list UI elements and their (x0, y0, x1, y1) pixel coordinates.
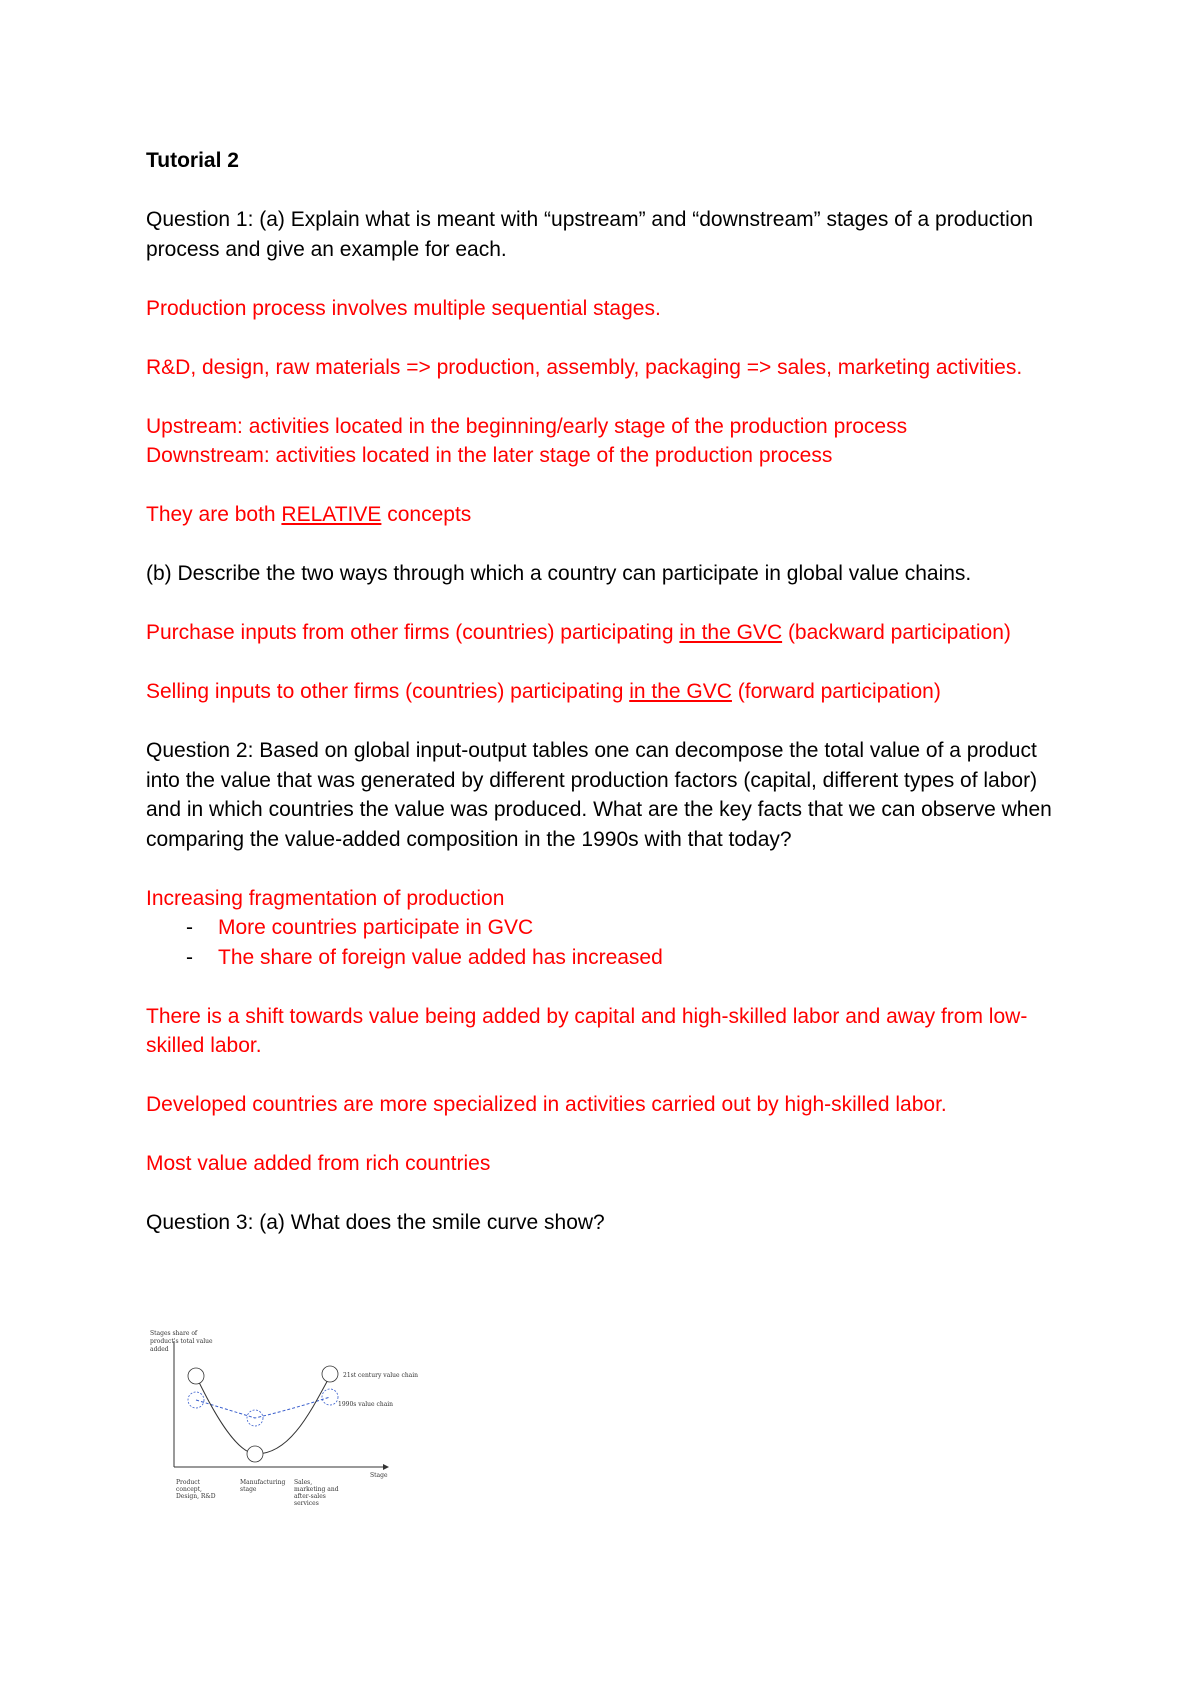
stage-label-sales-1: Sales, (294, 1479, 313, 1486)
list-item-text: More countries participate in GVC (218, 916, 534, 939)
page-title: Tutorial 2 (146, 149, 239, 172)
y-axis-label-line-2: product's total value (150, 1338, 213, 1345)
dash-bullet: - (186, 916, 193, 939)
list-item (146, 913, 1076, 943)
answer-1-definitions (146, 412, 1076, 471)
answer-2-shift: There is a shift towards value being added by capital and high-skilled labor and away from low-skilled labor. (146, 1004, 1028, 1057)
document-body (146, 146, 1076, 1267)
relative-pre: They are both (146, 503, 282, 526)
answer-2-most: Most value added from rich countries (146, 1152, 491, 1175)
question-1a (146, 205, 1076, 264)
answer-1-stages: Production process involves multiple sequential stages. (146, 296, 661, 320)
relative-word: RELATIVE (281, 503, 382, 526)
answer-1b-backward (146, 618, 1076, 648)
downstream-definition: Downstream: activities located in the later stage of the production process (146, 444, 833, 467)
backward-pre: Purchase inputs from other firms (countries) participating (146, 621, 680, 644)
answer-1-relative (146, 500, 1076, 530)
label-1990s: 1990s value chain (338, 1401, 394, 1408)
question-2-label: Question 2: (146, 739, 254, 762)
stage-circle (322, 1389, 338, 1405)
stage-label-sales-3: after-sales (294, 1493, 326, 1500)
backward-post: (backward participation) (782, 621, 1011, 644)
forward-post: (forward participation) (731, 680, 941, 703)
question-1a-text: (a) Explain what is meant with “upstream” and “downstream” stages of a production process and give an example for each. (146, 208, 1034, 261)
question-3-label: Question 3: (146, 1211, 254, 1234)
stage-circle (247, 1446, 263, 1462)
stage-label-design-3: Design, R&D (176, 1493, 216, 1500)
question-3-text: (a) What does the smile curve show? (259, 1211, 605, 1234)
stage-label-design-2: concept, (176, 1486, 202, 1493)
forward-underlined: in the GVC (629, 680, 732, 703)
dash-bullet: - (186, 945, 193, 969)
stage-label-design-1: Product (176, 1479, 200, 1486)
question-1b: (b) Describe the two ways through which a country can participate in global value chains. (146, 562, 972, 585)
stage-label-manufacturing-1: Manufacturing (240, 1479, 286, 1486)
answer-2-list (146, 913, 1076, 972)
forward-pre: Selling inputs to other firms (countries) participating (146, 680, 630, 703)
question-2 (146, 736, 1076, 854)
relative-post: concepts (381, 503, 472, 526)
stage-label-sales-2: marketing and (294, 1486, 339, 1493)
question-2-text: Based on global input-output tables one can decompose the total value of a product into the value that was generated by different production factors (capital, different types of labor) and in which countries the value was produced. What are the key facts that we can observe when comparing the value-added composition in the 1990s with that today? (146, 739, 1052, 851)
question-3 (146, 1208, 1076, 1238)
stage-label-manufacturing-2: stage (240, 1486, 257, 1493)
smile-curve-diagram (148, 1327, 460, 1527)
answer-2-developed: Developed countries are more specialized in activities carried out by high-skilled labor. (146, 1093, 947, 1116)
smile-curve-figure (148, 1327, 460, 1527)
y-axis-label-line-1: Stages share of (150, 1330, 198, 1337)
answer-1-example: R&D, design, raw materials => production, assembly, packaging => sales, marketing activities. (146, 355, 1023, 379)
list-item-text: The share of foreign value added has increased (218, 945, 663, 969)
answer-2-heading: Increasing fragmentation of production (146, 886, 505, 910)
question-1-label: Question 1: (146, 208, 254, 231)
stage-circle (322, 1366, 338, 1382)
upstream-definition: Upstream: activities located in the beginning/early stage of the production process (146, 414, 908, 438)
curve-21st-century (196, 1376, 330, 1454)
stage-label-sales-4: services (294, 1500, 319, 1507)
backward-underlined: in the GVC (679, 621, 783, 644)
x-axis-label: Stage (370, 1472, 388, 1479)
list-item (146, 943, 1076, 973)
y-axis-label-line-3: added (150, 1346, 169, 1353)
label-21st-century: 21st century value chain (343, 1372, 419, 1379)
stage-circle (188, 1368, 204, 1384)
answer-1b-forward (146, 677, 1076, 707)
